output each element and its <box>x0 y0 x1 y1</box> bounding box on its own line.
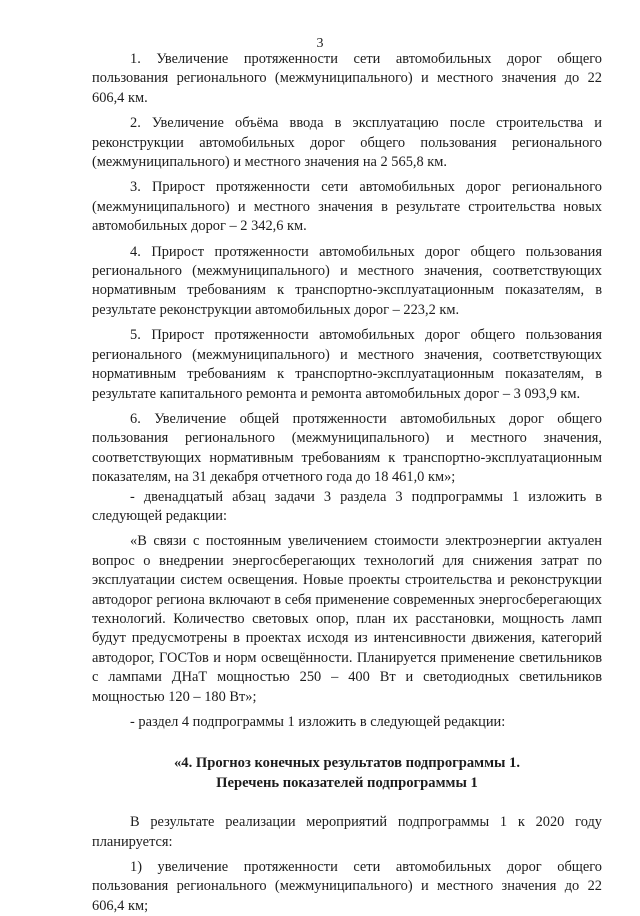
paragraph: - раздел 4 подпрограммы 1 изложить в следующей редакции: <box>130 714 506 730</box>
section-heading <box>92 754 602 793</box>
paragraph: - двенадцатый абзац задачи 3 раздела 3 подпрограммы 1 изложить в следующей редакции: <box>92 488 602 524</box>
paragraph: 3. Прирост протяженности сети автомобильных дорог регионального (межмуниципального) и местного значения в результате строительства новых автомобильных дорог – 2 342,6 км. <box>92 179 602 235</box>
paragraph: 5. Прирост протяженности автомобильных дорог общего пользования регионального (межмуниципального) и местного значения, соответствующих нормативным требованиям к транспортно-эксплуатационным показателям, в результате капитального ремонта и ремонта автомобильных дорог – 3 093,9 км. <box>92 327 602 402</box>
paragraph: В результате реализации мероприятий подпрограммы 1 к 2020 году планируется: <box>92 814 602 850</box>
paragraph: 2. Увеличение объёма ввода в эксплуатацию после строительства и реконструкции автомобильных дорог общего пользования регионального (межмуниципального) и местного значения на 2 565,8 км. <box>92 115 602 171</box>
section-heading-line-2: Перечень показателей подпрограммы 1 <box>216 774 478 791</box>
document-body <box>92 50 602 916</box>
section-heading-line-1: «4. Прогноз конечных результатов подпрограммы 1. <box>173 755 521 772</box>
quoted-paragraph: «В связи с постоянным увеличением стоимости электроэнергии актуален вопрос о внедрении энергосберегающих технологий для снижения затрат по эксплуатации систем освещения. Новые проекты строительства и реконструкции автодорог региона включают в себя применение современных энергосберегающих технологий. Количество световых опор, план их расстановки, мощность ламп будут предусмотрены в проектах исходя из интенсивности движения, категорий автодорог, ГОСТов и норм освещённости. Планируется применение светильников с лампами ДНаТ мощностью 250 – 400 Вт и светодиодных светильников мощностью 120 – 180 Вт»; <box>92 533 602 705</box>
paragraph: 1. Увеличение протяженности сети автомобильных дорог общего пользования регионального (межмуниципального) и местного значения до 22 606,4 км. <box>92 51 602 106</box>
paragraph: 6. Увеличение общей протяженности автомобильных дорог общего пользования регионального (межмуниципального) и местного значения, соответствующих нормативным требованиям к транспортно-эксплуатационным показателям, на 31 декабря отчетного года до 18 461,0 км»; <box>92 410 602 486</box>
paragraph: 1) увеличение протяженности сети автомобильных дорог общего пользования регионального (межмуниципального) и местного значения до 22 606,4 км; <box>92 859 602 914</box>
page-number: 3 <box>316 36 324 51</box>
paragraph: 4. Прирост протяженности автомобильных дорог общего пользования регионального (межмуниципального) и местного значения, соответствующих нормативным требованиям к транспортно-эксплуатационным показателям, в результате реконструкции автомобильных дорог – 223,2 км. <box>92 243 602 318</box>
